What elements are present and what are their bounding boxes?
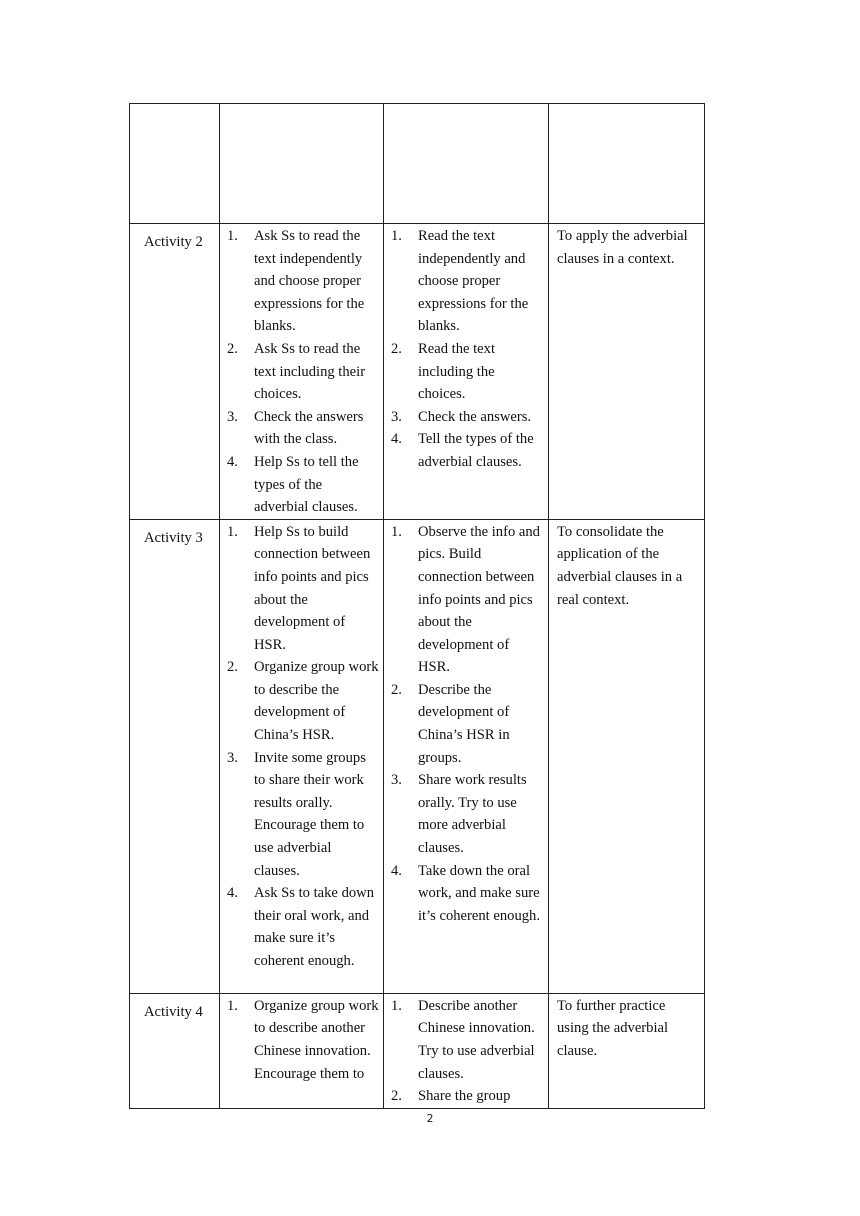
list-item: 3. Share work results orally. Try to use more adverbial clauses.	[391, 772, 527, 857]
teacher-activity-cell	[220, 519, 384, 993]
stage-label: Activity 4	[144, 1003, 203, 1020]
lesson-plan-table	[129, 103, 705, 1109]
student-steps-list	[384, 994, 548, 1108]
teacher-steps-list	[220, 224, 383, 519]
list-item: 1. Organize group work to describe another Chinese innovation. Encourage them to	[227, 997, 379, 1082]
table-row-activity-2	[130, 224, 705, 520]
teacher-activity-cell	[220, 993, 384, 1108]
list-item: 2. Organize group work to describe the development of China’s HSR.	[227, 659, 379, 744]
stage-label: Activity 3	[144, 529, 203, 546]
teacher-steps-list	[220, 994, 383, 1085]
table-row-continued	[130, 104, 705, 224]
teacher-steps-list	[220, 520, 383, 973]
empty-cell	[549, 104, 705, 224]
purpose-cell	[549, 993, 705, 1108]
purpose-text: To apply the adverbial clauses in a context.	[557, 228, 688, 267]
list-item: 4. Take down the oral work, and make sure it’s coherent enough.	[391, 862, 540, 924]
stage-cell	[130, 993, 220, 1108]
stage-cell	[130, 519, 220, 993]
list-item: 4. Tell the types of the adverbial clauses.	[391, 431, 534, 470]
list-item: 2. Share the group	[391, 1088, 511, 1105]
list-item: 3. Check the answers with the class.	[227, 408, 364, 448]
list-item: 1. Help Ss to build connection between info points and pics about the development of HSR.	[227, 523, 371, 653]
list-item: 1. Observe the info and pics. Build connection between info points and pics about the development of HSR.	[391, 523, 540, 676]
stage-cell	[130, 224, 220, 520]
page-number: 2	[426, 1112, 434, 1125]
student-activity-cell	[384, 224, 549, 520]
list-item: 3. Check the answers.	[391, 408, 532, 425]
student-steps-list	[384, 520, 548, 928]
list-item: 2. Describe the development of China’s HSR in groups.	[391, 681, 510, 766]
list-item: 1. Ask Ss to read the text independently and choose proper expressions for the blanks.	[227, 228, 365, 335]
stage-label: Activity 2	[144, 234, 203, 250]
list-item: 4. Ask Ss to take down their oral work, and make sure it’s coherent enough.	[227, 885, 374, 969]
table-row-activity-3	[130, 519, 705, 993]
list-item: 4. Help Ss to tell the types of the adverbial clauses.	[227, 453, 359, 516]
empty-cell	[220, 104, 384, 224]
purpose-text: To further practice using the adverbial clause.	[557, 997, 669, 1059]
purpose-text: To consolidate the application of the adverbial clauses in a real context.	[557, 523, 683, 608]
student-activity-cell	[384, 993, 549, 1108]
teacher-activity-cell	[220, 224, 384, 520]
purpose-cell	[549, 224, 705, 520]
list-item: 1. Read the text independently and choose proper expressions for the blanks.	[391, 228, 529, 335]
student-activity-cell	[384, 519, 549, 993]
empty-cell	[384, 104, 549, 224]
student-steps-list	[384, 224, 548, 474]
list-item: 3. Invite some groups to share their work results orally. Encourage them to use adverbial clauses.	[227, 749, 366, 879]
empty-cell	[130, 104, 220, 224]
table-row-activity-4	[130, 993, 705, 1108]
list-item: 1. Describe another Chinese innovation. Try to use adverbial clauses.	[391, 997, 535, 1082]
list-item: 2. Read the text including the choices.	[391, 340, 495, 403]
purpose-cell	[549, 519, 705, 993]
list-item: 2. Ask Ss to read the text including their choices.	[227, 340, 366, 403]
